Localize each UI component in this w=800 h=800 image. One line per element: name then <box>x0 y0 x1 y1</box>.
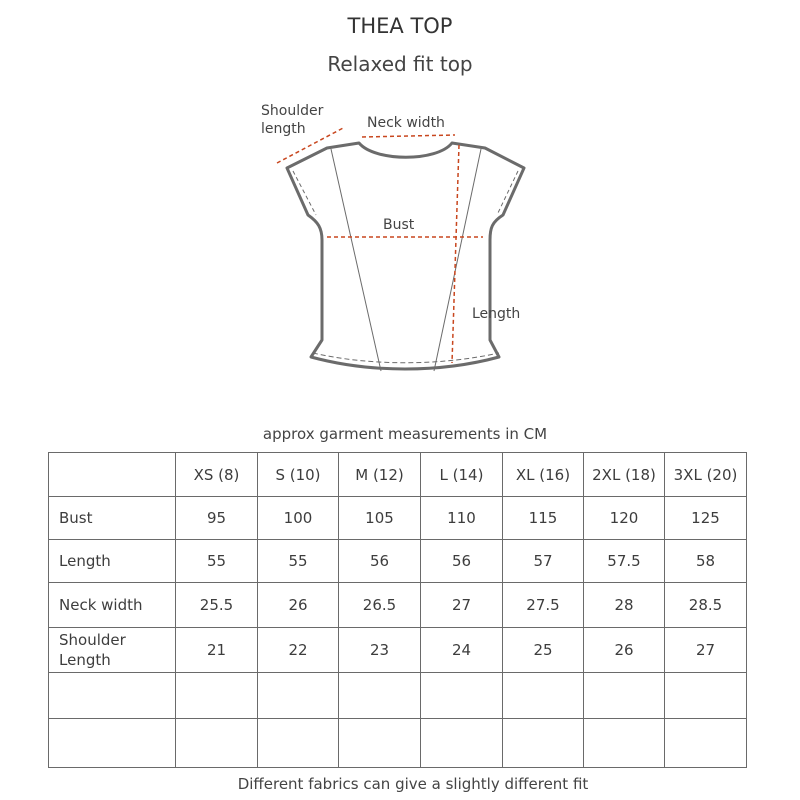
cell: 26.5 <box>339 583 421 628</box>
cell: 27.5 <box>503 583 584 628</box>
cell: 57.5 <box>584 540 665 583</box>
garment-outline <box>287 143 524 369</box>
table-row <box>49 540 747 583</box>
cell: 120 <box>584 497 665 540</box>
size-header: XL (16) <box>503 453 584 497</box>
table-header-row <box>49 453 747 497</box>
size-header: 2XL (18) <box>584 453 665 497</box>
cell: 28.5 <box>665 583 747 628</box>
cell: 95 <box>176 497 258 540</box>
neck-measure-line <box>362 135 455 137</box>
table-row <box>49 628 747 673</box>
cell: 23 <box>339 628 421 673</box>
bust-label: Bust <box>383 217 415 233</box>
cell: 56 <box>339 540 421 583</box>
cell: 55 <box>258 540 339 583</box>
cell: 26 <box>584 628 665 673</box>
length-measure-line <box>452 145 459 363</box>
size-header: L (14) <box>421 453 503 497</box>
page-title: THEA TOP <box>347 14 453 38</box>
garment-seams <box>293 149 521 371</box>
page-subtitle: Relaxed fit top <box>327 52 473 76</box>
fit-footnote: Different fabrics can give a slightly different fit <box>237 775 589 793</box>
cell: 56 <box>421 540 503 583</box>
cell: 105 <box>339 497 421 540</box>
row-label: Length <box>49 540 176 583</box>
cell: 55 <box>176 540 258 583</box>
table-row <box>49 497 747 540</box>
measurement-lines <box>277 127 483 363</box>
cell: 25 <box>503 628 584 673</box>
length-label: Length <box>472 306 521 322</box>
row-label: Bust <box>49 497 176 540</box>
cell: 28 <box>584 583 665 628</box>
table-row <box>49 583 747 628</box>
shoulder-length-label: Shoulder length <box>261 103 324 137</box>
cell: 22 <box>258 628 339 673</box>
cell: 57 <box>503 540 584 583</box>
empty-row <box>49 719 747 768</box>
cell: 115 <box>503 497 584 540</box>
cell: 25.5 <box>176 583 258 628</box>
row-label: Shoulder Length <box>49 628 176 673</box>
size-header: S (10) <box>258 453 339 497</box>
cell: 24 <box>421 628 503 673</box>
cell: 58 <box>665 540 747 583</box>
cell: 125 <box>665 497 747 540</box>
cell: 21 <box>176 628 258 673</box>
cell: 27 <box>421 583 503 628</box>
size-chart-table <box>48 452 747 768</box>
size-header: 3XL (20) <box>665 453 747 497</box>
size-header: XS (8) <box>176 453 258 497</box>
cell: 27 <box>665 628 747 673</box>
empty-row <box>49 673 747 719</box>
empty-header-cell <box>49 453 176 497</box>
row-label: Neck width <box>49 583 176 628</box>
neck-width-label: Neck width <box>367 115 445 131</box>
cell: 26 <box>258 583 339 628</box>
table-caption: approx garment measurements in CM <box>262 425 548 443</box>
size-header: M (12) <box>339 453 421 497</box>
cell: 110 <box>421 497 503 540</box>
cell: 100 <box>258 497 339 540</box>
